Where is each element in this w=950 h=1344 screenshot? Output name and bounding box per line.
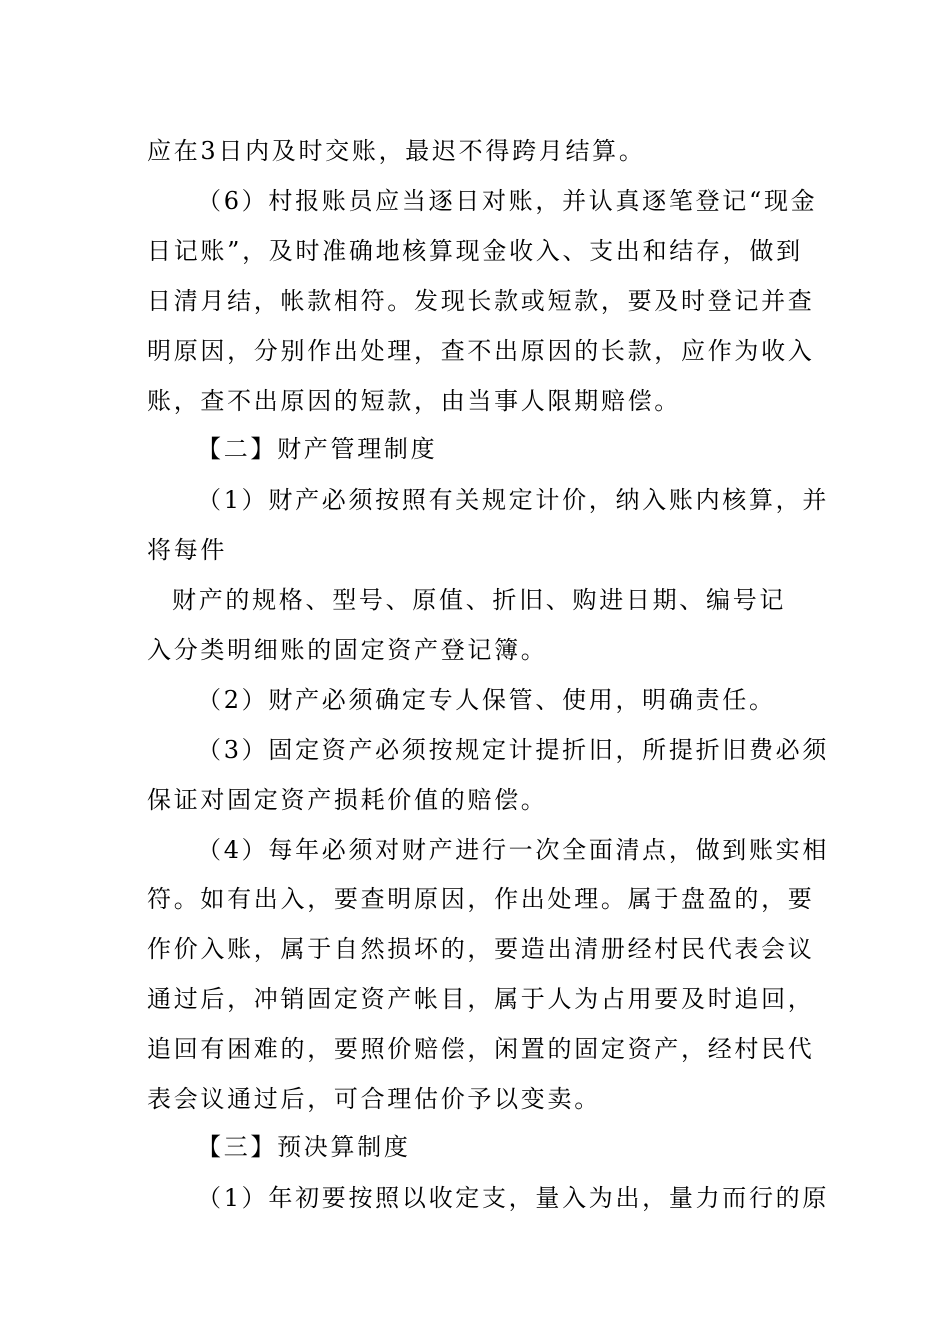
text-line: 保证对固定资产损耗价值的赔偿。 bbox=[147, 786, 548, 814]
text-line: 财产的规格、型号、原值、折旧、购进日期、编号记 bbox=[172, 586, 787, 614]
text-line: 明原因，分别作出处理，查不出原因的长款，应作为收入 bbox=[147, 337, 815, 365]
text-line: 作价入账，属于自然损坏的，要造出清册经村民代表会议 bbox=[147, 935, 815, 963]
text-line: 将每件 bbox=[147, 536, 228, 564]
section-heading-property: 【二】财产管理制度 bbox=[197, 435, 438, 463]
paragraph-2: （2）财产必须确定专人保管、使用，明确责任。 bbox=[197, 686, 776, 714]
text-line: 日清月结，帐款相符。发现长款或短款，要及时登记并查 bbox=[147, 287, 815, 315]
text-line: 符。如有出入，要查明原因，作出处理。属于盘盈的，要 bbox=[147, 885, 815, 913]
text-line: 追回有困难的，要照价赔偿，闲置的固定资产，经村民代 bbox=[147, 1035, 815, 1063]
text-line: 账，查不出原因的短款，由当事人限期赔偿。 bbox=[147, 387, 681, 415]
paragraph-budget-1-start: （1）年初要按照以收定支，量入为出，量力而行的原 bbox=[197, 1184, 830, 1212]
paragraph-6-start: （6）村报账员应当逐日对账，并认真逐笔登记“现金 bbox=[197, 187, 818, 215]
paragraph-1-start: （1）财产必须按照有关规定计价，纳入账内核算，并 bbox=[197, 486, 830, 514]
text-line: 通过后，冲销固定资产帐目，属于人为占用要及时追回， bbox=[147, 985, 815, 1013]
paragraph-4-start: （4）每年必须对财产进行一次全面清点，做到账实相 bbox=[197, 836, 830, 864]
text-line: 应在3日内及时交账，最迟不得跨月结算。 bbox=[147, 137, 646, 165]
text-line: 表会议通过后，可合理估价予以变卖。 bbox=[147, 1085, 601, 1113]
text-line: 日记账”，及时准确地核算现金收入、支出和结存，做到 bbox=[147, 237, 803, 265]
text-line: 入分类明细账的固定资产登记簿。 bbox=[147, 636, 548, 664]
section-heading-budget: 【三】预决算制度 bbox=[197, 1133, 411, 1161]
paragraph-3-start: （3）固定资产必须按规定计提折旧，所提折旧费必须 bbox=[197, 736, 830, 764]
